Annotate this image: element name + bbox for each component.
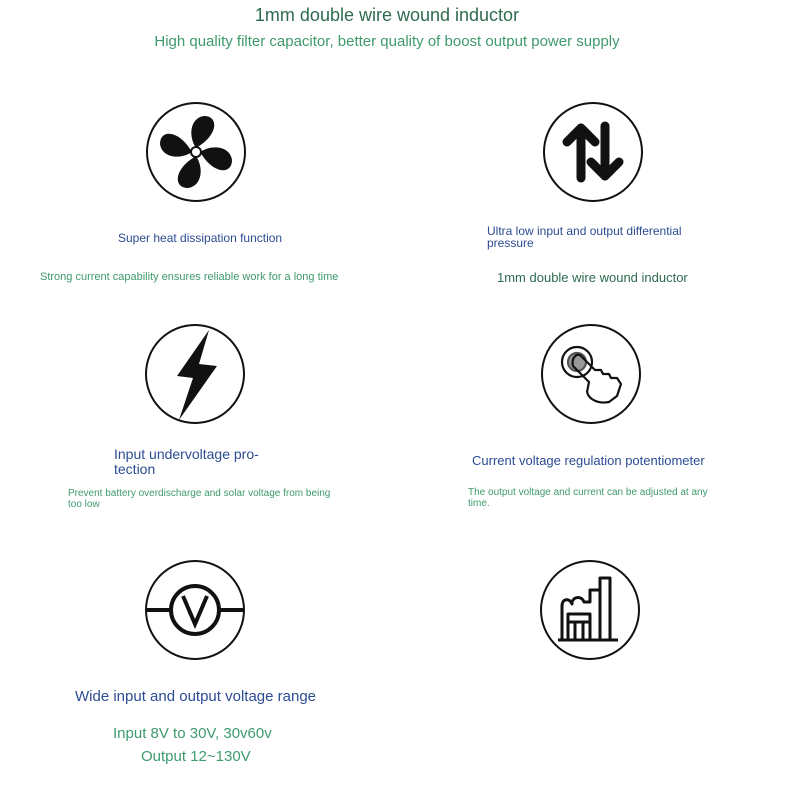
range-feature-title: Wide input and output voltage range xyxy=(75,688,317,705)
range-input-line: Input 8V to 30V, 30v60v xyxy=(113,725,272,742)
potentiometer-feature-title: Current voltage regulation potentiometer xyxy=(472,453,705,468)
voltmeter-v-icon xyxy=(145,560,245,660)
page-subtitle: High quality filter capacitor, better quality of boost output power supply xyxy=(154,33,620,50)
fan-icon xyxy=(146,102,246,202)
undervoltage-feature-title xyxy=(114,447,259,477)
pressure-title-line-1: Ultra low input and output differential xyxy=(487,224,682,238)
potentiometer-desc-line-1: The output voltage and current can be adjusted at any xyxy=(468,487,708,498)
undervoltage-feature-desc xyxy=(68,488,330,510)
undervoltage-desc-line-1: Prevent battery overdischarge and solar voltage from being xyxy=(68,488,331,499)
heat-feature-desc: Strong current capability ensures reliable work for a long time xyxy=(40,271,339,283)
hand-touch-icon xyxy=(541,324,641,424)
pressure-feature-desc: 1mm double wire wound inductor xyxy=(497,270,688,285)
heat-feature-title: Super heat dissipation function xyxy=(118,231,283,245)
pressure-feature-title xyxy=(487,225,682,249)
up-down-arrows-icon xyxy=(543,102,643,202)
potentiometer-feature-desc xyxy=(468,487,708,509)
page-title: 1mm double wire wound inductor xyxy=(254,5,520,25)
undervoltage-title-line-1: Input undervoltage pro- xyxy=(114,446,259,462)
potentiometer-desc-line-2: time. xyxy=(468,498,490,509)
factory-icon xyxy=(540,560,640,660)
undervoltage-desc-line-2: too low xyxy=(68,499,100,510)
lightning-bolt-icon xyxy=(145,324,245,424)
range-output-line: Output 12~130V xyxy=(141,748,251,765)
undervoltage-title-line-2: tection xyxy=(114,461,156,477)
pressure-title-line-2: pressure xyxy=(487,236,534,250)
